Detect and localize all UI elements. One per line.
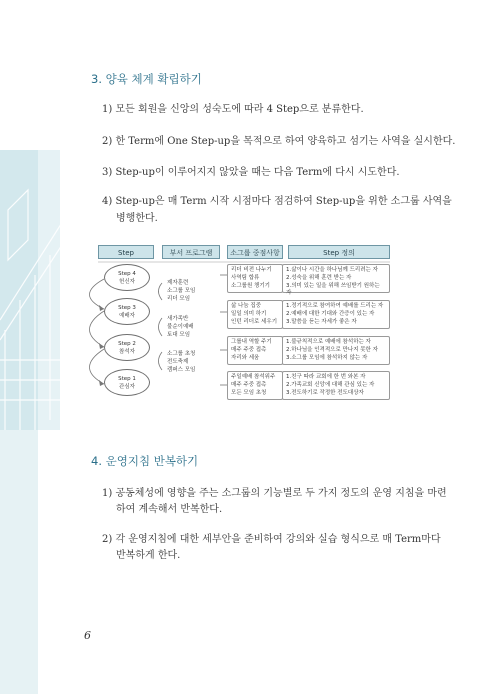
definition-line: 2.성숙을 위해 훈련 받는 자 [286, 274, 352, 281]
section-4-item-2-cont: 반복하게 한다. [116, 550, 181, 561]
definition-box-step-2 [282, 336, 390, 365]
focus-box-step-2 [227, 336, 283, 365]
definition-line: 3.소그룹 모임에 참석하지 않는 자 [286, 354, 368, 361]
section-4-item-1: 1) 공동체성에 영향을 주는 소그룹의 기능별로 두 가지 정도의 운영 지침을 마련 [102, 488, 447, 499]
section-4-item-1-cont: 하여 계속해서 반복한다. [116, 504, 223, 515]
header-definition: Step 정의 [288, 245, 390, 259]
section-3-heading: 3. 양육 체계 확립하기 [91, 72, 202, 86]
step-3-oval [104, 298, 150, 325]
program-group-1 [167, 280, 195, 303]
program-line: 캠퍼스 모임 [167, 366, 196, 373]
step-1-label: Step 1 [118, 375, 136, 382]
definition-line: 1.삶이나 시간을 하나님께 드리려는 자 [286, 267, 378, 273]
definition-line: 3.전도하기로 작정한 전도대상자 [286, 389, 364, 396]
definition-line: 2.하나님을 인격적으로 만나지 못한 자 [286, 346, 378, 353]
definition-line: 3.의미 있는 일을 위해 쓰임받기 원하는 자 [286, 282, 380, 297]
focus-box-step-3 [227, 300, 283, 329]
focus-line: 그룹내 역할 주기 [231, 339, 272, 345]
step-1-name: 관심자 [119, 383, 135, 390]
focus-box-step-4 [227, 264, 283, 293]
focus-box-step-1 [227, 371, 283, 400]
program-group-3 [167, 351, 195, 374]
step-4-name: 헌신자 [119, 278, 135, 285]
definition-box-step-3 [282, 300, 390, 329]
header-program: 부서 프로그램 [162, 245, 220, 259]
definition-line: 3.말씀을 듣는 자세가 좋은 자 [286, 318, 357, 325]
section-3-item-4-cont: 병행한다. [116, 213, 158, 224]
step-4-oval [104, 264, 150, 291]
program-line: 전도축제 [167, 358, 189, 365]
focus-line: 소그룹원 챙기기 [231, 282, 270, 289]
focus-line: 매주 주중 접촉 [231, 346, 267, 353]
definition-line: 2.가족교회 신앙에 대해 관심 있는 자 [286, 381, 375, 388]
section-4-heading: 4. 운영지침 반복하기 [91, 454, 199, 468]
focus-line: 사역팀 합류 [231, 274, 260, 281]
program-line: 새가족반 [167, 316, 189, 322]
step-3-label: Step 3 [118, 304, 136, 311]
header-focus: 소그룹 중점사항 [227, 245, 283, 259]
definition-box-step-4 [282, 264, 390, 297]
program-group-2 [167, 316, 194, 339]
focus-line: 주일예배 참석위주 [231, 374, 276, 380]
focus-line: 인턴 리더로 세우기 [231, 318, 278, 325]
page-number: 6 [84, 629, 91, 642]
section-3-item-2: 2) 한 Term에 One Step-up을 목적으로 하여 양육하고 섬기는 사역을 실시한다. [102, 136, 456, 147]
focus-line: 리더 비전 나누기 [231, 267, 272, 273]
header-step: Step [98, 245, 154, 259]
section-4-item-2: 2) 각 운영지침에 대한 세부안을 준비하여 강의와 실습 형식으로 매 Term마다 [102, 534, 441, 545]
program-line: 소그룹 초청 [167, 351, 196, 357]
definition-box-step-1 [282, 371, 390, 400]
focus-line: 일일 의미 하기 [231, 310, 267, 317]
definition-line: 1.친구 따라 교회에 한 번 와본 자 [286, 374, 366, 380]
definition-line: 1.정기적으로 참여하여 예배를 드리는 자 [286, 303, 384, 309]
step-2-name: 참석자 [119, 348, 135, 355]
program-line: 소그룹 모임 [167, 287, 196, 294]
focus-line: 매주 주중 접촉 [231, 381, 267, 388]
step-1-oval [104, 369, 150, 396]
program-line: 제자훈련 [167, 280, 189, 286]
program-line: 토대 모임 [167, 331, 191, 338]
definition-line: 2.예배에 대한 기대와 간증이 있는 자 [286, 310, 375, 317]
step-2-oval [104, 334, 150, 361]
step-2-label: Step 2 [118, 340, 136, 347]
program-line: 불순이예배 [167, 323, 194, 330]
focus-line: 모든 모임 초청 [231, 389, 267, 396]
program-line: 리더 모임 [167, 295, 191, 302]
section-3-item-1: 1) 모든 회원을 신앙의 성숙도에 따라 4 Step으로 분류한다. [102, 104, 364, 115]
section-3-item-3: 3) Step-up이 이루어지지 않았을 때는 다음 Term에 다시 시도한다. [102, 167, 400, 178]
section-3-item-4: 4) Step-up은 매 Term 시작 시점마다 점검하여 Step-up을 위한 소그룹 사역을 [102, 196, 452, 207]
focus-line: 자리와 세움 [231, 354, 260, 361]
focus-line: 삶 나눔 집중 [231, 303, 262, 309]
step-3-name: 예배자 [119, 312, 135, 319]
definition-line: 1.불규칙적으로 예배에 참석하는 자 [286, 339, 371, 345]
step-4-label: Step 4 [118, 270, 136, 277]
